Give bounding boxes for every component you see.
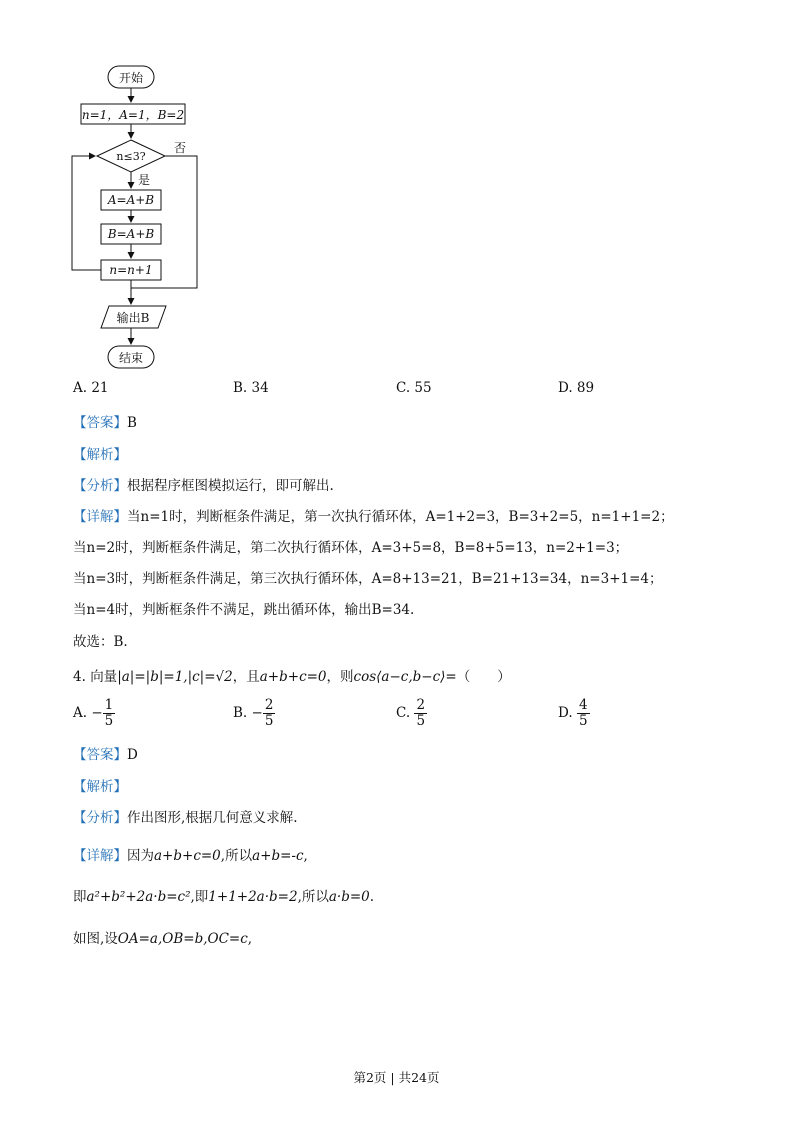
q4-option-a (73, 698, 115, 729)
q4-option-d-den: 5 (578, 712, 588, 729)
q4-answer-value: D (127, 747, 138, 763)
q4-stem-d: a+b+c=0 (259, 669, 327, 685)
answer-tag: 【答案】 (73, 415, 127, 431)
q3-detail-line1 (73, 505, 674, 525)
page-footer: 第2页 | 共24页 (353, 1070, 440, 1085)
q4-stem-e: ，则 (326, 669, 354, 685)
q3-conclusion: 故选：B. (73, 634, 128, 650)
q4-stem-a: 向量 (90, 669, 118, 685)
xiangjie-tag: 【详解】 (73, 509, 127, 525)
q3-option-c: C. 55 (396, 380, 432, 396)
q4-option-a-label: A. (73, 704, 88, 721)
q4-option-c (396, 698, 427, 729)
q4-option-d (558, 698, 590, 729)
q4-x3-b: OA=a,OB=b,OC=c (117, 931, 248, 947)
q4-stem-b: |a|=|b|=1,|c|=√2 (117, 669, 233, 685)
start-label: 开始 (118, 71, 144, 85)
q4-answer (73, 743, 138, 763)
q4-x2-a: 即 (73, 889, 87, 905)
line1-text: 当n=1时，判断框条件满足，第一次执行循环体，A=1+2=3，B=3+2=5，n=1+1=2； (127, 509, 674, 525)
q4-number: 4. (73, 669, 86, 685)
q4-answer-tag: 【答案】 (73, 747, 127, 763)
q4-fenxi (73, 806, 298, 826)
q4-option-b-den: 5 (264, 712, 274, 729)
q4-stem-f: cos⟨a−c,b−c⟩= (353, 669, 457, 685)
q4-fenxi-text: 作出图形,根据几何意义求解. (127, 810, 298, 826)
q4-option-d-label: D. (558, 704, 573, 721)
step3-label: n=n+1 (109, 263, 153, 277)
q4-option-b-num: 2 (264, 697, 274, 713)
q4-option-a-num: 1 (104, 697, 114, 713)
q4-fenxi-tag: 【分析】 (73, 810, 127, 826)
q4-option-a-sign: − (91, 704, 103, 721)
q3-analysis-tag: 【解析】 (73, 447, 127, 463)
q3-option-d: D. 89 (558, 380, 595, 396)
q4-detail-line1 (73, 844, 308, 864)
q4-option-b (233, 698, 275, 729)
q4-x1-d: a+b=-c (252, 848, 304, 864)
q4-xiangjie-tag: 【详解】 (73, 848, 127, 864)
q4-x2-d: 1+1+2a·b=2 (208, 889, 298, 905)
q3-answer (73, 411, 137, 431)
q3-detail-line3: 当n=3时，判断框条件满足，第三次执行循环体，A=8+13=21，B=21+13=34，n=3+1=4； (73, 571, 663, 587)
q4-stem-c: ，且 (232, 669, 260, 685)
init-label: n=1，A=1，B=2 (81, 108, 185, 122)
q4-x1-c: ,所以 (220, 848, 253, 864)
q3-option-b: B. 34 (233, 380, 269, 396)
q4-option-b-frac (263, 698, 276, 729)
q4-x3-c: , (247, 931, 253, 947)
q4-x2-b: a²+b²+2a·b=c² (86, 889, 191, 905)
q4-option-c-den: 5 (416, 712, 426, 729)
q4-x2-g: . (369, 889, 375, 905)
q4-option-a-frac (103, 698, 116, 729)
q4-x1-b: a+b+c=0 (154, 848, 221, 864)
q4-x2-c: ,即 (190, 889, 209, 905)
q3-fenxi (73, 474, 334, 494)
q4-x1-a: 因为 (127, 848, 154, 864)
q3-option-a: A. 21 (73, 380, 109, 396)
q4-option-a-den: 5 (104, 712, 114, 729)
yes-label: 是 (137, 173, 151, 187)
no-label: 否 (173, 141, 187, 155)
flowchart (60, 58, 220, 373)
q4-x2-f: a·b=0 (328, 889, 370, 905)
q4-detail-line3 (73, 927, 252, 947)
condition-label: n≤3? (116, 150, 146, 163)
q4-stem-g: （ ） (456, 669, 511, 685)
q4-option-c-frac (414, 698, 427, 729)
q4-option-b-label: B. (233, 704, 248, 721)
q4-detail-line2 (73, 885, 374, 905)
end-label: 结束 (118, 351, 144, 365)
q4-x1-e: , (303, 848, 308, 864)
q4-option-c-num: 2 (416, 697, 426, 713)
q4-option-d-num: 4 (578, 697, 588, 713)
q4-x3-a: 如图,设 (73, 931, 118, 947)
fenxi-text: 根据程序框图模拟运行，即可解出. (127, 478, 334, 494)
q4-option-b-sign: − (251, 704, 263, 721)
output-label: 输出B (116, 311, 150, 325)
step1-label: A=A+B (107, 193, 155, 207)
q4-analysis-tag: 【解析】 (73, 779, 127, 795)
q4-option-d-frac (577, 698, 590, 729)
q3-detail-line4: 当n=4时，判断框条件不满足，跳出循环体，输出B=34. (73, 602, 415, 618)
q4-stem (73, 665, 511, 685)
answer-value: B (127, 415, 137, 431)
q3-detail-line2: 当n=2时，判断框条件满足，第二次执行循环体，A=3+5=8，B=8+5=13，n=2+1=3； (73, 540, 629, 556)
fenxi-tag: 【分析】 (73, 478, 127, 494)
q4-x2-e: ,所以 (297, 889, 329, 905)
q4-option-c-label: C. (396, 704, 411, 721)
step2-label: B=A+B (107, 227, 155, 241)
